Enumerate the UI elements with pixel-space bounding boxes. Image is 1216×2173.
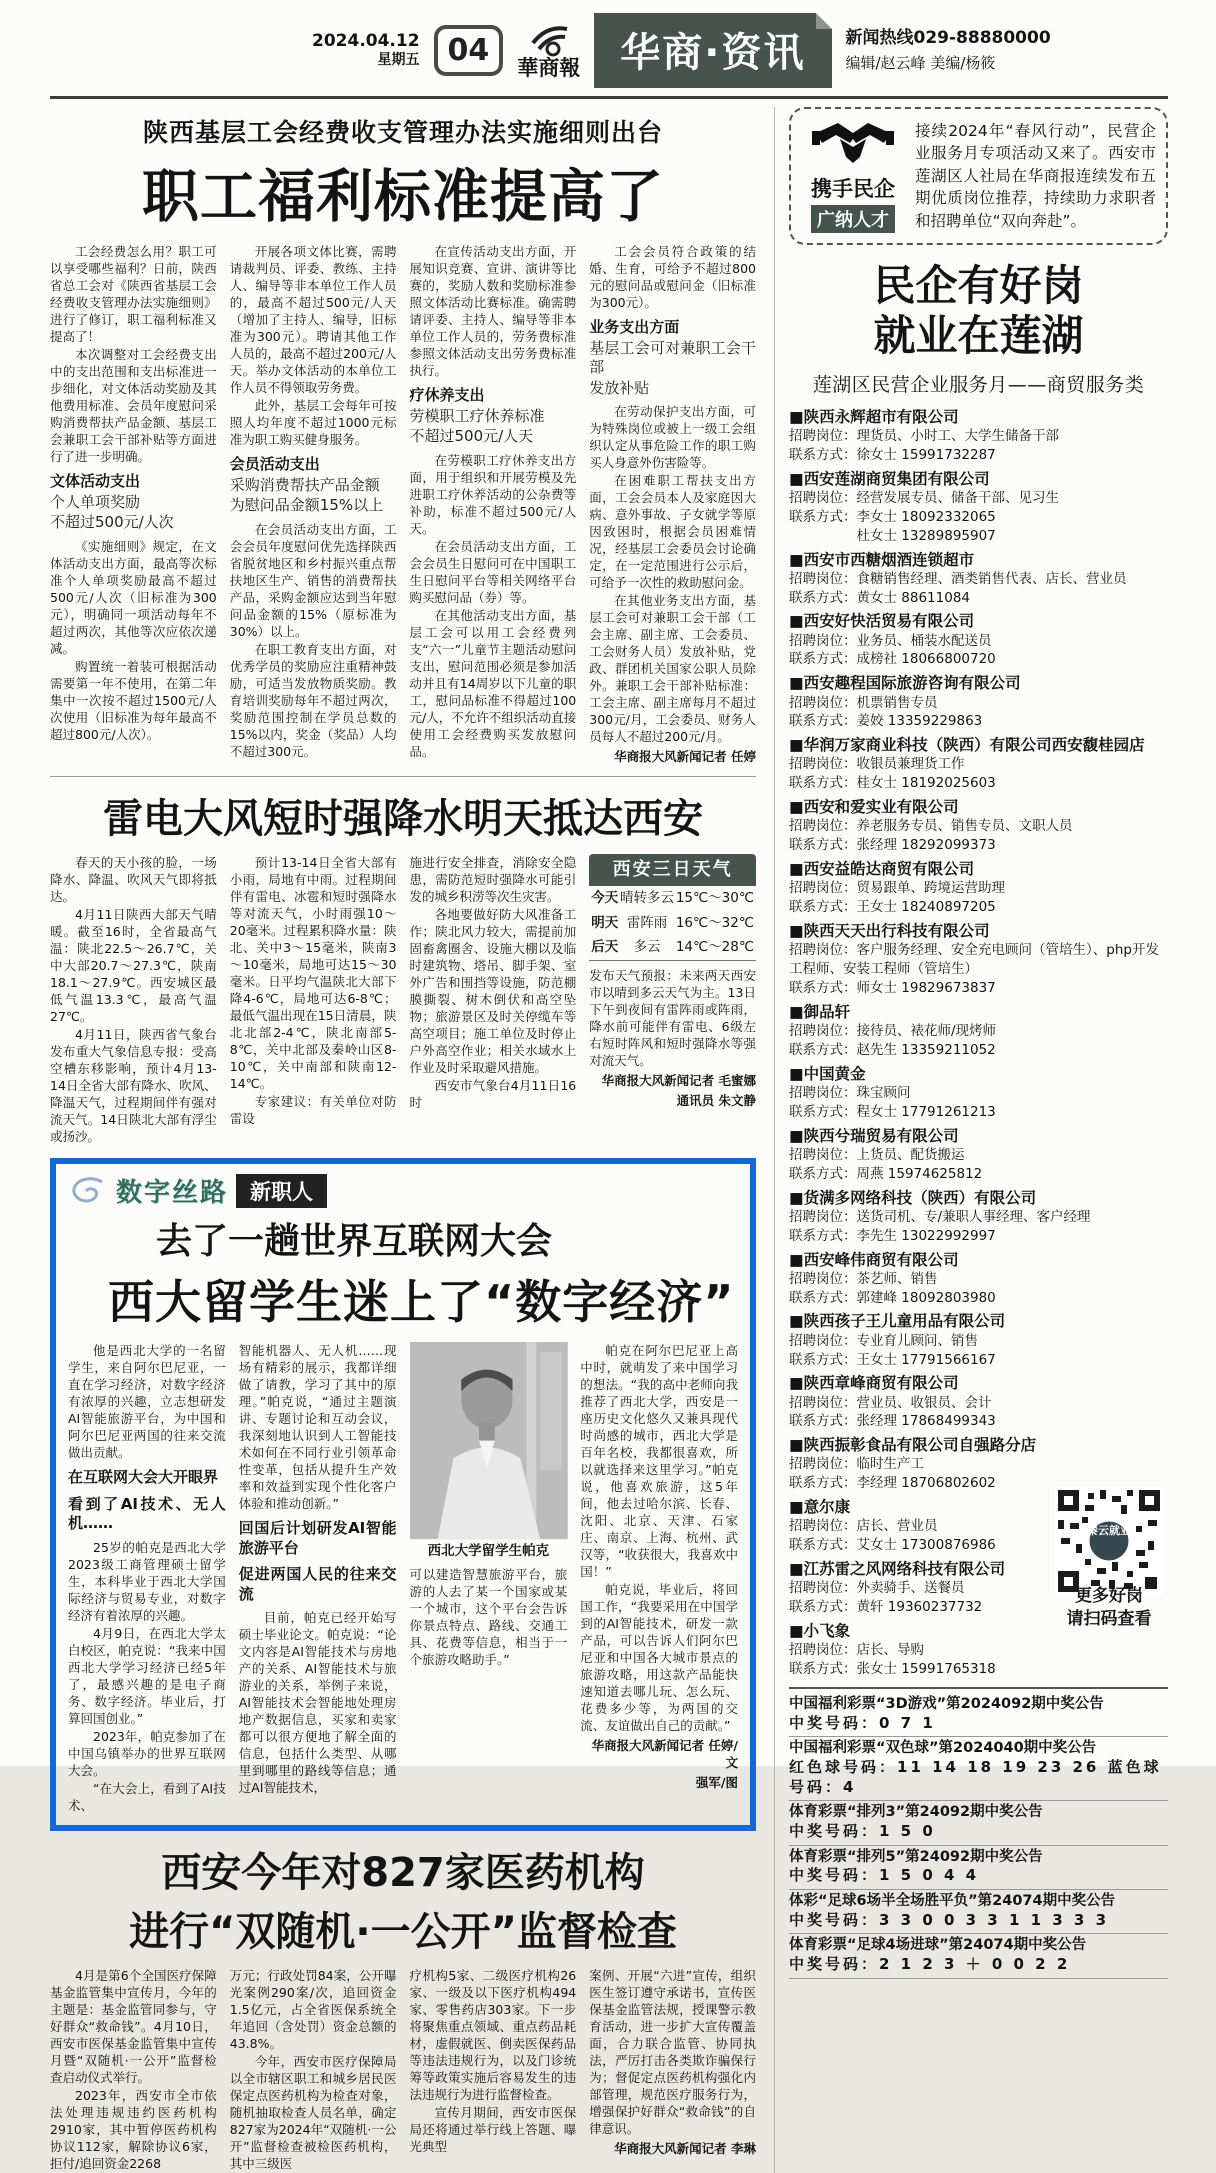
company-name: ■陕西永辉超市有限公司 xyxy=(789,407,959,426)
company-jobs: 招聘岗位：临时生产工 xyxy=(789,1456,924,1473)
page-number: 04 xyxy=(434,25,504,76)
text-block: 2023年，帕克参加了在中国乌镇举办的世界互联网大会。 xyxy=(68,1728,226,1778)
company-jobs: 招聘岗位：机票销售专员 xyxy=(789,694,938,711)
company-name: ■西安市西糖烟酒连锁超市 xyxy=(789,550,975,569)
lottery-announcements xyxy=(789,1687,1168,1979)
company-entry xyxy=(789,921,1168,998)
text-block: 在困难职工帮扶支出方面，工会会员本人及家庭因大病、意外事故、子女就学等原因致困时，根据会员困难情况，经基层工会委员会讨论确定，在一定范围进行公示后，可给予一次性的救助慰问金。 xyxy=(589,473,756,590)
text-block: 在职工教育支出方面，对优秀学员的奖励应注重精神鼓励，可适当发放物质奖励。教育培训奖励每年不超过两次，奖励范围控制在学员总数的15%以内，奖金（奖品）人均不超过300元。 xyxy=(229,641,397,759)
qr-code-icon xyxy=(1050,1487,1168,1595)
text-block: 个人单项奖励 xyxy=(50,492,141,511)
text-block: 施进行安全排查，消除安全隐患，需防范短时强降水可能引发的城乡积涝等次生灾害。 xyxy=(409,855,577,904)
text-block: 会员活动支出 xyxy=(229,455,320,473)
text-block: “在大会上，看到了AI技术、 xyxy=(68,1780,226,1813)
news-hotline: 新闻热线029-88880000 xyxy=(845,28,1051,48)
section-title: 华商·资讯 xyxy=(594,13,831,88)
article-column xyxy=(50,854,217,1146)
text-block: 2023年，西安市全市依法处理违规违约医药机构2910家，其中暂停医药机构协议112家，解除协议6家，拒付/追回资金2268 xyxy=(50,2087,217,2171)
text-block: 25岁的帕克是西北大学2023级工商管理硕士留学生，本科毕业于西北大学国际经济与贸易专业，对数字经济有着浓厚的兴趣。 xyxy=(68,1539,226,1623)
company-entry xyxy=(789,1188,1168,1246)
text-block: 疗休养支出 xyxy=(409,386,485,404)
company-entry xyxy=(789,611,1168,669)
text-block: 开展各项文体比赛，需聘请裁判员、评委、教练、主持人、编导等非本单位工作人员的，最高不超过500元/人天（增加了主持人、编导，旧标准为300元）。聘请其他工作人员的，最高不超过200元/人天。举办文体活动的本单位工作人员不得领取劳务费。 xyxy=(229,244,397,395)
student-portrait-photo xyxy=(410,1342,568,1539)
company-jobs: 招聘岗位：外卖骑手、送餐员 xyxy=(789,1580,965,1597)
company-jobs: 招聘岗位：业务员、桶装水配送员 xyxy=(789,632,992,649)
company-jobs: 招聘岗位：接待员、裱花师/现烤师 xyxy=(789,1023,997,1039)
article-headline: 雷电大风短时强降水明天抵达西安 xyxy=(103,796,703,842)
text-block: 通讯员 朱文静 xyxy=(676,1092,756,1108)
article-headline: 西大留学生迷上了“数字经济” xyxy=(108,1275,735,1329)
text-block: 看到了AI技术、无人机…… xyxy=(68,1494,226,1532)
company-jobs: 招聘岗位：营业员、收银员、会计 xyxy=(789,1394,992,1411)
text-block: 采购消费帮扶产品金额 xyxy=(229,475,380,494)
lottery-numbers: 中奖号码：1 5 0 4 4 xyxy=(789,1866,980,1885)
weather-col4-text xyxy=(589,967,756,1109)
text-block: 基层工会可对兼职工会干部 xyxy=(589,338,756,376)
company-contact: 联系方式：桂女士 18192025603 xyxy=(789,775,996,792)
text-block: 不超过500元/人次 xyxy=(50,513,174,531)
date: 2024.04.12 xyxy=(312,30,420,51)
company-contact: 联系方式：赵先生 13359211052 xyxy=(789,1041,996,1058)
text-block: 业务支出方面 xyxy=(589,318,680,336)
company-contact: 联系方式：李女士 18092332065 杜女士 13289895907 xyxy=(789,508,996,544)
newspaper-logo xyxy=(517,23,580,78)
lottery-numbers: 中奖号码：0 7 1 xyxy=(789,1713,936,1732)
photo-column-text xyxy=(410,1566,568,1668)
article-medical xyxy=(50,1841,756,2173)
text-block: 不超过500元/人天 xyxy=(409,427,534,445)
company-name: ■西安好快活贸易有限公司 xyxy=(789,612,975,631)
company-contact: 联系方式：姜姣 13359229863 xyxy=(789,713,983,730)
lottery-entry xyxy=(789,1693,1168,1737)
lottery-entry xyxy=(789,1890,1168,1934)
weather-row xyxy=(589,911,756,935)
company-contact: 联系方式：王女士 18240897205 xyxy=(789,899,996,916)
text-block: 工会经费怎么用？职工可以享受哪些福利？日前，陕西省总工会对《陕西省基层工会经费收支管理办法实施细则》进行了修订，职工福利标准又提高了！ xyxy=(50,244,217,344)
text-block: 华商报大风新闻记者 任婷/文 xyxy=(591,1738,738,1770)
company-name: ■陕西振彰食品有限公司自强路分店 xyxy=(789,1436,1037,1455)
weather-temperature: 16℃～32℃ xyxy=(675,914,754,931)
text-block: 在其他活动支出方面，基层工会可以用工会经费列支“六一”儿童节主题活动慰问支出，慰问范围必须是参加活动并且有14周岁以下儿童的职工，慰问品标准不得超过100元/人，不允许不组织活动直接使用工会经费购买发放慰问品。 xyxy=(409,607,577,759)
text-block: 疗机构5家、二级医疗机构26家、一级及以下医疗机构494家、零售药店303家。下一步将聚焦重点领域、重点药品耗材，虚假就医、倒卖医保药品等违法违规行为，以及门诊统筹等政策实施后容易发生的违法违规行为进行监督检查。 xyxy=(409,1967,577,2102)
lottery-numbers: 中奖号码：3 3 0 0 3 3 1 1 3 3 3 xyxy=(789,1910,1110,1929)
text-block: 在宣传活动支出方面，开展知识竞赛、宣讲、演讲等比赛的，奖励人数和奖励标准参照文体活动比赛标准。确需聘请评委、主持人、编导等非本单位工作人员的，劳务费标准参照文体活动支出劳务费标准执行。 xyxy=(409,244,577,378)
article-headline-line2: 进行“双随机·一公开”监督检查 xyxy=(129,1908,677,1955)
company-name: ■小飞象 xyxy=(789,1622,851,1641)
company-name: ■西安和爱实业有限公司 xyxy=(789,798,959,817)
text-block: 各地要做好防大风准备工作；陕北风力较大，需提前加固畜禽圈舍、设施大棚以及临时建筑物、塔吊、脚手架、室外广告和围挡等设施，防范棚膜撕裂、树木倒伏和高空坠物；旅游景区及时关停缆车等高空项目；施工单位及时停止户外高空作业；相关水域水上作业及时采取避风措施。 xyxy=(409,907,577,1075)
photo-caption: 西北大学留学生帕克 xyxy=(427,1543,550,1560)
weather-forecast-box xyxy=(589,854,756,961)
text-block: 西安市气象台4月11日16时 xyxy=(409,1078,577,1110)
company-entry xyxy=(789,1002,1168,1060)
company-contact: 联系方式：黄轩 19360237732 xyxy=(789,1599,983,1616)
text-block: 帕克说，毕业后，将回国工作，“我要采用在中国学到的AI智能技术，研发一款产品，可以告诉人们阿尔巴尼亚和中国各大城市景点的旅游攻略，用这款产品能快速知道去哪儿玩、怎么玩、花费多少等，为两国的交流、友谊做出自己的贡献。” xyxy=(580,1582,738,1733)
article-column xyxy=(68,1342,226,1815)
article-union-funds xyxy=(50,113,756,766)
article-weather xyxy=(50,787,756,1146)
paper-name: 華商報 xyxy=(517,54,581,80)
weather-row xyxy=(589,935,756,959)
article-column xyxy=(410,854,577,1146)
text-block: 文体活动支出 xyxy=(50,472,141,490)
weather-box-title: 西安三日天气 xyxy=(589,854,756,886)
weather-day: 后天 xyxy=(591,939,619,956)
weekday: 星期五 xyxy=(377,51,420,68)
lottery-title: 体彩“足球6场半全场胜平负”第24074期中奖公告 xyxy=(789,1892,1116,1909)
text-block: 万元；行政处罚84案，公开曝光案例290案/次，追回资金1.5亿元，占全省医保系统全年追回（含处罚）资金总额的43.8%。 xyxy=(229,1967,397,2051)
article-kicker: 陕西基层工会经费收支管理办法实施细则出台 xyxy=(142,118,663,147)
text-block: 华商报大风新闻记者 李琳 xyxy=(614,2140,756,2156)
lottery-numbers: 中奖号码：2 1 2 3 ＋ 0 0 2 2 xyxy=(789,1955,1071,1974)
text-block: 发布天气预报：未来两天西安市以晴到多云天气为主。13日下午到夜间有雷阵雨或阵雨，降水前可能伴有雷电、6级左右短时阵风和短时强降水等强对流天气。 xyxy=(589,967,756,1068)
weather-condition: 晴转多云 xyxy=(620,890,675,907)
weather-condition: 多云 xyxy=(633,939,661,956)
page-header xyxy=(50,8,1168,99)
text-block: 在劳模职工疗休养支出方面，用于组织和开展劳模及先进职工疗休养活动的公杂费等补助，标准不超过500元/人天。 xyxy=(409,452,577,536)
company-entry xyxy=(789,1126,1168,1184)
text-block: 在会员活动支出方面，工会会员生日慰问可在中国职工生日慰问平台等相关网络平台购买慰问品（券）等。 xyxy=(409,538,577,605)
company-contact: 联系方式：张经理 18292099373 xyxy=(789,837,996,854)
sidebar-subhead: 莲湖区民营企业服务月——商贸服务类 xyxy=(812,373,1145,396)
article-column xyxy=(589,1967,756,2173)
lottery-title: 体育彩票“排列5”第24092期中奖公告 xyxy=(789,1848,1043,1865)
article-column xyxy=(50,243,217,766)
article-column xyxy=(230,243,397,766)
text-block: 促进两国人民的往来交流 xyxy=(238,1565,397,1603)
article-headline: 职工福利标准提高了 xyxy=(142,164,664,230)
text-block: 在其他业务支出方面，基层工会可对兼职工会干部（工会主席、副主席、工会委员、工会财务人员）发放补贴，党政、群团机关国家公职人员除外。兼职工会干部补贴标准：工会主席、副主席每月不超过300元/月，工会委员、财务人员每人不超过200元/月。 xyxy=(589,593,756,744)
text-block: 智能机器人、无人机……现场有精彩的展示，我都详细做了请教，学习了其中的原理。”帕克说，“通过主题演讲、专题讨论和互动会议，我深刻地认识到人工智能技术如何在不同行业引领革命性变革，包括从提升生产效率和效益到实现个性化客户体验和推动创新。” xyxy=(238,1343,397,1511)
company-jobs: 招聘岗位：养老服务专员、销售专员、文职人员 xyxy=(789,818,1073,835)
text-block: 春天的天小孩的脸，一场降水、降温、吹风天气即将抵达。 xyxy=(50,855,217,904)
promo-label-2: 广纳人才 xyxy=(811,205,895,233)
text-block: 发放补贴 xyxy=(589,378,650,397)
text-block: 在劳动保护支出方面，可为特殊岗位或被上一级工会组织认定从事危险工作的职工购买人身意外伤害险等。 xyxy=(589,404,756,470)
company-name: ■陕西孩子王儿童用品有限公司 xyxy=(789,1312,1006,1331)
company-entry xyxy=(789,469,1168,546)
text-block: 案例、开展“六进”宣传，组织医生签订遵守承诺书，宣传医保基金监管法规，授课警示教育活动，进一步扩大宣传覆盖面，合力联合监管、协同执法，严厉打击各类欺诈骗保行为；督促定点医药机构强化内部管理，规范医疗服务行为，增强保护好群众“救命钱”的自律意识。 xyxy=(589,1967,756,2136)
company-name: ■江苏雷之风网络科技有限公司 xyxy=(789,1560,1006,1579)
text-block: 为慰问品金额15%以上 xyxy=(229,496,384,514)
weather-row xyxy=(589,886,756,910)
text-block: 4月9日，在西北大学太白校区，帕克说：“我来中国西北大学学习经济已经5年了，最感兴趣的是电子商务、数字经济。毕业后，打算回国创业。” xyxy=(68,1625,226,1726)
article-student-highlight xyxy=(50,1158,756,1831)
article-column xyxy=(50,1967,217,2173)
article-column xyxy=(580,1342,738,1815)
company-contact: 联系方式：程女士 17791261213 xyxy=(789,1103,996,1120)
article-column xyxy=(410,1342,568,1815)
text-block: 本次调整对工会经费支出中的支出范围和支出标准进一步细化，对文体活动奖励及其他费用标准、会员年度慰问采购消费帮扶产品金额、基层工会兼职工会干部补贴等方面进行了进一步明确。 xyxy=(50,347,217,464)
text-block: 在会员活动支出方面，工会会员年度慰问优先选择陕西省脱贫地区和乡村振兴重点帮扶地区生产、销售的消费帮扶产品，采购金额应达到当年慰问品金额的15%（原标准为30%）以上。 xyxy=(229,521,397,639)
sidebar-headline: 民企有好岗 就业在莲湖 xyxy=(873,261,1084,361)
article-column xyxy=(230,1967,397,2173)
company-entry xyxy=(789,735,1168,793)
company-name: ■西安趣程国际旅游咨询有限公司 xyxy=(789,674,1021,693)
company-contact: 联系方式：张经理 17868499343 xyxy=(789,1413,996,1430)
company-name: ■货满多网络科技（陕西）有限公司 xyxy=(789,1188,1037,1207)
article-column xyxy=(410,1967,577,2173)
promo-text: 接续2024年“春风行动”，民营企业服务月专项活动又来了。西安市莲湖区人社局在华商报连续发布五期优质岗位推荐，持续助力求职者和招聘单位“双向奔赴”。 xyxy=(915,121,1156,230)
company-name: ■中国黄金 xyxy=(789,1064,866,1083)
company-jobs: 招聘岗位：客户服务经理、安全充电顾问（管培生）、php开发工程师、安装工程师（管培生） xyxy=(789,942,1159,978)
band-logo-text: 数字丝路 xyxy=(116,1178,229,1208)
text-block: 此外，基层工会每年可按照人均年度不超过1000元标准为职工购买健身服务。 xyxy=(229,398,397,447)
company-entry xyxy=(789,1435,1168,1493)
company-contact: 联系方式：李先生 13022992997 xyxy=(789,1227,996,1244)
article-headline-line1: 西安今年对827家医药机构 xyxy=(161,1849,645,1896)
company-name: ■陕西天天出行科技有限公司 xyxy=(789,922,990,941)
column-band xyxy=(68,1172,738,1209)
article-column xyxy=(589,854,756,1146)
company-entry xyxy=(789,859,1168,917)
qr-code-area xyxy=(1050,1487,1168,1631)
text-block: 帕克在阿尔巴尼亚上高中时，就萌发了来中国学习的想法。“我的高中老师向我推荐了西北大学，西安是一座历史文化悠久又兼具现代时尚感的城市，西北大学是百年名校，我都很喜欢，所以就选择来这里学习。”帕克说，他喜欢旅游，这5年间，他去过哈尔滨、长春、沈阳、北京、天津、石家庄、南京、上海、杭州、武汉等，“收获很大，我喜欢中国！” xyxy=(580,1343,738,1579)
company-jobs: 招聘岗位：店长、营业员 xyxy=(789,1518,938,1535)
text-block: 劳模职工疗休养标准 xyxy=(409,406,545,425)
company-entry xyxy=(789,1373,1168,1431)
company-entry xyxy=(789,1311,1168,1369)
company-contact: 联系方式：郭建峰 18092803980 xyxy=(789,1289,996,1306)
company-jobs: 招聘岗位：上货员、配货搬运 xyxy=(789,1146,965,1163)
qr-caption: 更多好岗 请扫码查看 xyxy=(1066,1586,1152,1630)
text-block: 专家建议：有关单位对防雷设 xyxy=(229,1094,397,1126)
text-block: 4月11日，陕西省气象台发布重大气象信息专报：受高空槽东移影响，预计4月13-14日全省大部有降水、吹风、降温天气，过程期间伴有强对流天气。14日陕北大部有浮尘或扬沙。 xyxy=(50,1027,217,1144)
text-block: 购置统一着装可根据活动需要第一年不使用，在第二年集中一次按不超过1500元/人次使用（旧标准为每年最高不超过800元/人次）。 xyxy=(50,658,217,742)
lottery-entry xyxy=(789,1801,1168,1845)
weather-rows xyxy=(589,886,756,959)
text-block: 在互联网大会大开眼界 xyxy=(68,1468,219,1486)
article-column xyxy=(239,1342,397,1815)
company-contact: 联系方式：李经理 18706802602 xyxy=(789,1475,996,1492)
promo-label-1: 携手民企 xyxy=(811,177,895,201)
recruitment-sidebar xyxy=(774,107,1168,2173)
lottery-title: 中国福利彩票“3D游戏”第2024092期中奖公告 xyxy=(789,1696,1104,1712)
silk-road-swirl-icon xyxy=(68,1174,108,1208)
company-contact: 联系方式：张女士 15991765318 xyxy=(789,1661,996,1678)
company-jobs: 招聘岗位：专业育儿顾问、销售 xyxy=(789,1332,978,1349)
company-contact: 联系方式：黄女士 88611084 xyxy=(789,589,971,606)
promo-box xyxy=(789,107,1168,245)
left-column xyxy=(50,107,756,2173)
text-block: 4月11日陕西大部天气晴暖。截至16时，全省最高气温：陕北22.5～26.7℃，关中大部20.7～27.3℃，陕南18.1～27.9℃。西安城区最低气温13.3℃，最高气温27℃。 xyxy=(50,907,217,1024)
text-block: 今年，西安市医疗保障局以全市辖区职工和城乡居民医保定点医药机构为检查对象，随机抽取检查人员名单，确定827家为2024年“双随机·一公开”监督检查被检医药机构，其中三级医 xyxy=(229,2053,397,2171)
lottery-title: 体育彩票“足球4场进球”第24074期中奖公告 xyxy=(789,1937,1087,1954)
company-entry xyxy=(789,407,1168,465)
company-name: ■西安益皓达商贸有限公司 xyxy=(789,860,975,879)
text-block: 华商报大风新闻记者 毛蜜娜 xyxy=(601,1072,756,1088)
company-entry xyxy=(789,797,1168,855)
text-block: 4月是第6个全国医疗保障基金监管集中宣传月，今年的主题是：基金监管同参与，守好群众“救命钱”。4月10日，西安市医保基金监管集中宣传月暨“双随机·一公开”监督检查启动仪式举行。 xyxy=(50,1967,217,2085)
company-jobs: 招聘岗位：理货员、小时工、大学生储备干部 xyxy=(789,427,1059,444)
company-contact: 联系方式：师女士 19829673837 xyxy=(789,979,996,996)
company-contact: 联系方式：艾女士 17300876986 xyxy=(789,1537,996,1554)
text-block: 目前，帕克已经开始写硕士毕业论文。帕克说：“论文内容是AI智能技术与房地产的关系、AI智能技术与旅游业的关系，举例子来说，AI智能技术会智能地处理房地产数据信息，买家和卖家都可以很方便地了解全面的信息，包括什么类型、从哪里到哪里的路线等信息；通过AI智能技术， xyxy=(238,1610,397,1795)
company-name: ■意尔康 xyxy=(789,1498,851,1517)
band-tag: 新职人 xyxy=(236,1174,327,1208)
lottery-numbers: 中奖号码：1 5 0 xyxy=(789,1822,936,1841)
text-block: 宣传月期间，西安市医保局还将通过举行线上答题、曝光典型 xyxy=(409,2104,577,2154)
company-name: ■御品轩 xyxy=(789,1002,851,1021)
date-block xyxy=(312,31,420,70)
company-name: ■西安莲湖商贸集团有限公司 xyxy=(789,469,990,488)
text-block: 他是西北大学的一名留学生，来自阿尔巴尼亚，一直在学习经济，对数字经济有浓厚的兴趣，立志想研发AI智能旅游平台，为中国和阿尔巴尼亚两国的往来交流做出贡献。 xyxy=(68,1343,226,1460)
fan-logo-icon xyxy=(527,23,571,57)
company-jobs: 招聘岗位：店长、导购 xyxy=(789,1642,924,1659)
weather-condition: 雷阵雨 xyxy=(626,914,668,931)
lottery-numbers: 红色球号码：11 14 18 19 23 26 蓝色球号码：4 xyxy=(789,1758,1162,1796)
article-kicker: 去了一趟世界互联网大会 xyxy=(156,1221,553,1262)
lottery-entry xyxy=(789,1934,1168,1978)
weather-day: 今天 xyxy=(591,890,619,907)
company-jobs: 招聘岗位：茶艺师、销售 xyxy=(789,1270,938,1287)
company-entry xyxy=(789,1250,1168,1308)
company-name: ■陕西兮瑞贸易有限公司 xyxy=(789,1126,959,1145)
article-column xyxy=(589,243,756,766)
text-block: 回国后计划研发AI智能旅游平台 xyxy=(238,1519,397,1557)
weather-day: 明天 xyxy=(591,914,619,931)
company-jobs: 招聘岗位：送货司机、专/兼职人事经理、客户经理 xyxy=(789,1208,1091,1225)
section-divider xyxy=(50,776,756,777)
company-entry xyxy=(789,1064,1168,1122)
company-contact: 联系方式：徐女士 15991732287 xyxy=(789,446,996,463)
lottery-title: 中国福利彩票“双色球”第2024040期中奖公告 xyxy=(789,1740,1097,1757)
masthead-info xyxy=(846,26,1051,74)
company-contact: 联系方式：周燕 15974625812 xyxy=(789,1165,983,1182)
company-name: ■华润万家商业科技（陕西）有限公司西安馥桂园店 xyxy=(789,736,1145,755)
company-jobs: 招聘岗位：收银员兼理货工作 xyxy=(789,756,965,773)
lottery-entry xyxy=(789,1846,1168,1890)
company-name: ■西安峰伟商贸有限公司 xyxy=(789,1250,959,1269)
company-contact: 联系方式：成榜社 18066800720 xyxy=(789,651,996,668)
text-block: 《实施细则》规定，在文体活动支出方面，最高等次标准个人单项奖励最高不超过500元/人次（旧标准为300元），明确同一项活动每年不超过两次，其他等次应依次递减。 xyxy=(50,538,217,656)
lottery-entry xyxy=(789,1737,1168,1801)
weather-temperature: 14℃～28℃ xyxy=(675,939,754,956)
weather-temperature: 15℃～30℃ xyxy=(675,890,754,907)
qr-center-label: 秦云就业 xyxy=(1087,1524,1131,1537)
text-block: 工会会员符合政策的结婚、生育，可给予不超过800元的慰问品或慰问金（旧标准为300元）。 xyxy=(589,244,756,310)
text-block: 华商报大风新闻记者 任婷 xyxy=(614,749,756,764)
company-entry xyxy=(789,550,1168,608)
editors: 编辑/赵云峰 美编/杨筱 xyxy=(845,53,996,72)
promo-badge xyxy=(801,119,905,233)
company-contact: 联系方式：王女士 17791566167 xyxy=(789,1351,996,1368)
text-block: 强军/图 xyxy=(695,1775,738,1790)
article-column xyxy=(410,243,577,766)
text-block: 可以建造智慧旅游平台，旅游的人去了某一个国家或某一个城市，这个平台会告诉你景点特点、路线、交通工具、花费等信息，相当于一个旅游攻略助手。” xyxy=(409,1566,568,1667)
company-jobs: 招聘岗位：经营发展专员、储备干部、见习生 xyxy=(789,489,1059,506)
company-jobs: 招聘岗位：珠宝顾问 xyxy=(789,1084,911,1101)
company-jobs: 招聘岗位：食糖销售经理、酒类销售代表、店长、营业员 xyxy=(789,570,1127,587)
handshake-icon xyxy=(801,119,905,171)
article-column xyxy=(230,854,397,1146)
company-jobs: 招聘岗位：贸易跟单、跨境运营助理 xyxy=(789,880,1005,897)
company-entry xyxy=(789,673,1168,731)
company-name: ■陕西章峰商贸有限公司 xyxy=(789,1374,959,1393)
lottery-title: 体育彩票“排列3”第24092期中奖公告 xyxy=(789,1804,1043,1821)
text-block: 预计13-14日全省大部有小雨，局地有中雨。过程期间伴有雷电、冰雹和短时强降水等对流天气，小时雨强10～20毫米。过程累积降水量：陕北、关中3～15毫米，陕南3～10毫米，局地可达15～30毫米。日平均气温陕北大部下降4-6℃，局地可达6-8℃；最低气温出现在15日清晨，陕北北部2-4℃，陕北南部5-8℃，关中北部及秦岭山区8-10℃，关中南部和陕南12-14℃。 xyxy=(229,855,397,1091)
